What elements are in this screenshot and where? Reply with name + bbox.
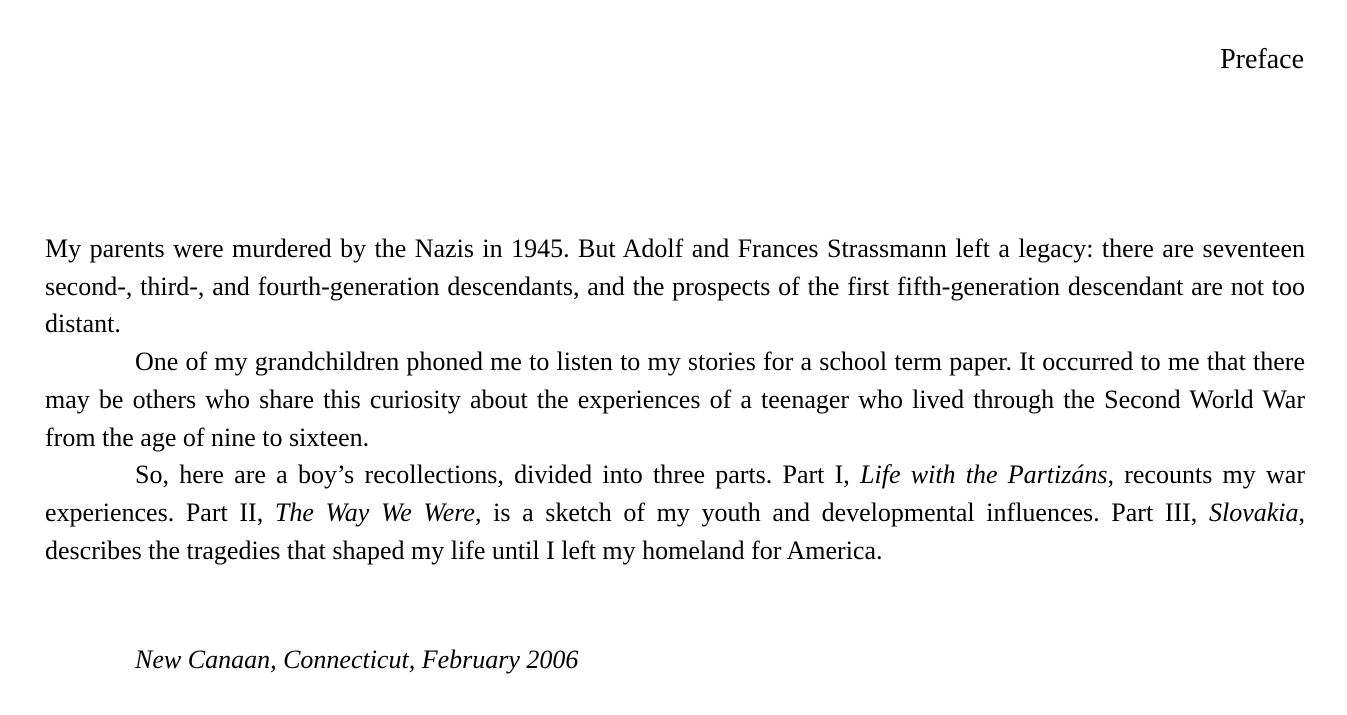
part2-title: The Way We Were [274, 497, 475, 527]
part3-title: Slovakia [1208, 497, 1299, 527]
paragraph-parts-overview [45, 456, 1305, 569]
part2-intro-text: , recounts my war experiences. Part II, [45, 460, 1305, 527]
closing-text: , describes the tragedies that shaped my life until I left my homeland for America. [45, 497, 1305, 565]
part1-title: Life with the Partizáns [860, 460, 1108, 490]
page-title: Preface [1220, 44, 1304, 75]
part3-intro-text: , is a sketch of my youth and developmental influences. Part III, [474, 497, 1209, 527]
paragraph-grandchildren: One of my grandchildren phoned me to listen to my stories for a school term paper. It occurred to me that there may be others who share this curiosity about the experiences of a teenager who lived through the Second World War from the age of nine to sixteen. [45, 347, 1305, 452]
paragraph-legacy: My parents were murdered by the Nazis in 1945. But Adolf and Frances Strassmann left a legacy: there are seventeen second-, third-, and fourth-generation descendants, and the prospects of the first fifth-generation descendant are not too distant. [45, 234, 1305, 339]
part1-intro-text: So, here are a boy’s recollections, divided into three parts. Part I, [135, 460, 861, 490]
place-date-signature: New Canaan, Connecticut, February 2006 [135, 645, 579, 674]
preface-body [45, 230, 1305, 569]
